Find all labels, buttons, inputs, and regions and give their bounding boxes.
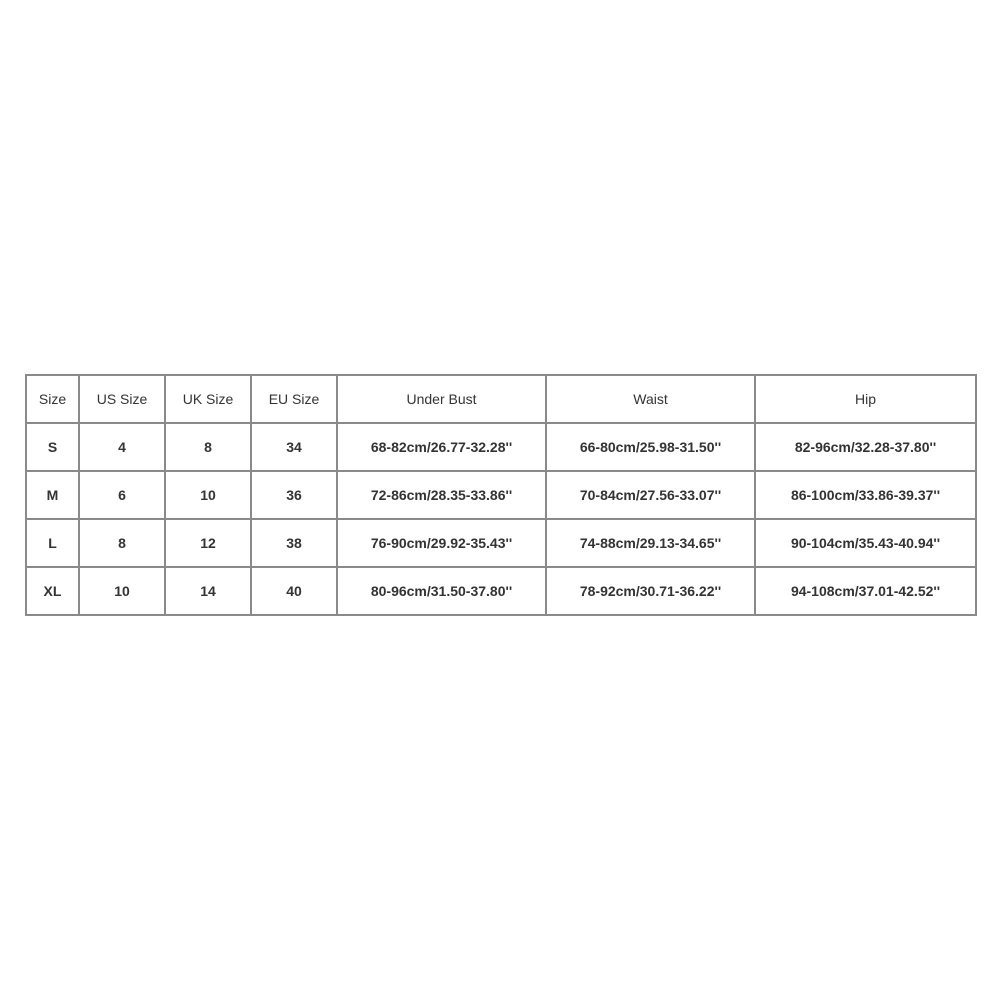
cell-uk-size: 10 xyxy=(165,471,251,519)
cell-hip: 90-104cm/35.43-40.94'' xyxy=(755,519,976,567)
table-row xyxy=(26,519,976,567)
cell-uk-size: 12 xyxy=(165,519,251,567)
header-size: Size xyxy=(26,375,79,423)
cell-size: S xyxy=(26,423,79,471)
cell-hip: 86-100cm/33.86-39.37'' xyxy=(755,471,976,519)
table-row xyxy=(26,567,976,615)
cell-under-bust: 68-82cm/26.77-32.28'' xyxy=(337,423,546,471)
table-row xyxy=(26,423,976,471)
cell-hip: 82-96cm/32.28-37.80'' xyxy=(755,423,976,471)
table-row xyxy=(26,471,976,519)
cell-us-size: 10 xyxy=(79,567,165,615)
cell-us-size: 4 xyxy=(79,423,165,471)
cell-size: L xyxy=(26,519,79,567)
cell-uk-size: 14 xyxy=(165,567,251,615)
header-under-bust: Under Bust xyxy=(337,375,546,423)
header-hip: Hip xyxy=(755,375,976,423)
cell-waist: 74-88cm/29.13-34.65'' xyxy=(546,519,755,567)
cell-eu-size: 40 xyxy=(251,567,337,615)
header-us-size: US Size xyxy=(79,375,165,423)
cell-eu-size: 34 xyxy=(251,423,337,471)
cell-under-bust: 80-96cm/31.50-37.80'' xyxy=(337,567,546,615)
cell-uk-size: 8 xyxy=(165,423,251,471)
cell-under-bust: 76-90cm/29.92-35.43'' xyxy=(337,519,546,567)
cell-waist: 78-92cm/30.71-36.22'' xyxy=(546,567,755,615)
header-uk-size: UK Size xyxy=(165,375,251,423)
cell-eu-size: 38 xyxy=(251,519,337,567)
cell-under-bust: 72-86cm/28.35-33.86'' xyxy=(337,471,546,519)
cell-eu-size: 36 xyxy=(251,471,337,519)
cell-us-size: 8 xyxy=(79,519,165,567)
cell-hip: 94-108cm/37.01-42.52'' xyxy=(755,567,976,615)
header-eu-size: EU Size xyxy=(251,375,337,423)
cell-size: XL xyxy=(26,567,79,615)
header-waist: Waist xyxy=(546,375,755,423)
cell-size: M xyxy=(26,471,79,519)
cell-us-size: 6 xyxy=(79,471,165,519)
size-chart-table xyxy=(25,374,977,616)
table-header-row xyxy=(26,375,976,423)
cell-waist: 70-84cm/27.56-33.07'' xyxy=(546,471,755,519)
cell-waist: 66-80cm/25.98-31.50'' xyxy=(546,423,755,471)
